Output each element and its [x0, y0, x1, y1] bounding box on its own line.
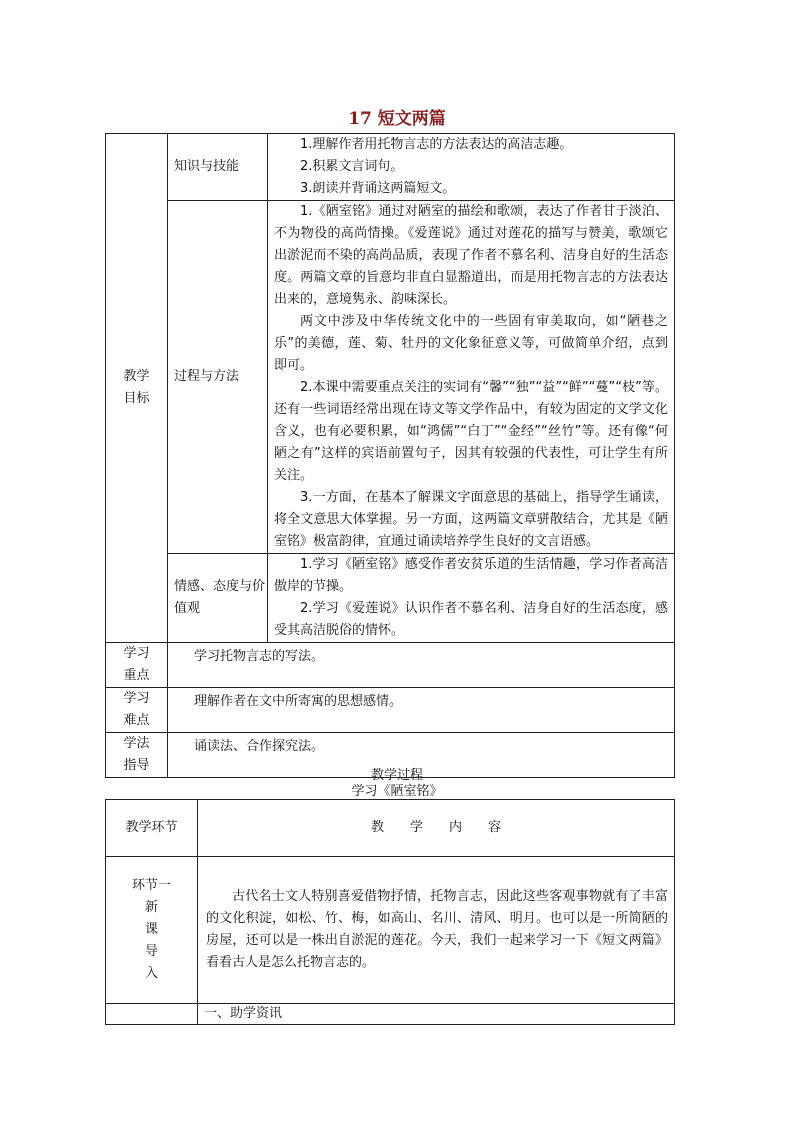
difficulties-text: 理解作者在文中所寄寓的思想感情。 [168, 688, 675, 733]
stage-label: 环节一 新 课 导 入 [106, 857, 198, 1004]
stage-content [198, 857, 675, 1004]
process-para: 两文中涉及中华传统文化中的一些固有审美取向，如“陋巷之乐”的美德，莲、菊、牡丹的文化象征意义等，可做简单介绍，点到即可。 [274, 314, 668, 373]
objectives-label: 教学 目标 [106, 134, 168, 643]
process-para: 2.本课中需要重点关注的实词有“馨”“独”“益”“鲜”“蔓”“枝”等。还有一些词语经常出现在诗文等文学作品中，有较为固定的文学文化含义，也有必要积累，如“鸿儒”“白丁”“金经”“丝竹”等。还有像“何陋之有”这样的宾语前置句子，因其有较强的代表性，可让学生有所关注。 [274, 380, 668, 483]
knowledge-label: 知识与技能 [168, 134, 268, 201]
objectives-table [105, 133, 675, 778]
lesson-heading: 学习《陋室铭》 [351, 784, 443, 799]
emotion-label: 情感、态度与价值观 [168, 554, 268, 643]
empty-stage-cell [106, 1004, 198, 1025]
difficulties-label: 学习 难点 [106, 688, 168, 733]
process-heading: 教学过程 [370, 768, 423, 783]
stage-col-header: 教学环节 [106, 800, 198, 857]
process-table [105, 799, 675, 1025]
page-title: 17 短文两篇 [348, 109, 446, 129]
stage-text: 古代名士文人特别喜爱借物抒情，托物言志，因此这些客观事物就有了丰富的文化积淀，如松、竹、梅，如高山、名川、清风、明月。也可以是一所简陋的房屋，还可以是一株出自淤泥的莲花。今天，我们一起来学习一下《短文两篇》看看古人是怎么托物言志的。 [206, 889, 668, 970]
method-text: 诵读法、合作探究法。 [168, 733, 675, 778]
emotion-content [268, 554, 675, 643]
emotion-item: 1.学习《陋室铭》感受作者安贫乐道的生活情趣，学习作者高洁傲岸的节操。 [274, 557, 668, 594]
knowledge-item: 3.朗读并背诵这两篇短文。 [300, 181, 456, 196]
next-item: 一、助学资讯 [198, 1004, 675, 1025]
knowledge-item: 1.理解作者用托物言志的方法表达的高洁志趣。 [300, 137, 573, 152]
process-content [268, 201, 675, 554]
knowledge-item: 2.积累文言词句。 [300, 159, 404, 174]
key-points-text: 学习托物言志的写法。 [168, 643, 675, 688]
process-para: 1.《陋室铭》通过对陋室的描绘和歌颂，表达了作者甘于淡泊、不为物役的高尚情操。《爱莲说》通过对莲花的描写与赞美，歌颂它出淤泥而不染的高尚品质，表现了作者不慕名利、洁身自好的生活态度。两篇文章的旨意均非直白显豁道出，而是用托物言志的方法表达出来的，意境隽永、韵味深长。 [274, 204, 668, 307]
process-label: 过程与方法 [168, 201, 268, 554]
process-para: 3.一方面，在基本了解课文字面意思的基础上，指导学生诵读，将全文意思大体掌握。另一方面，这两篇文章骈散结合，尤其是《陋室铭》极富韵律，宜通过诵读培养学生良好的文言语感。 [274, 490, 668, 549]
knowledge-content [268, 134, 675, 201]
key-points-label: 学习 重点 [106, 643, 168, 688]
method-label: 学法 指导 [106, 733, 168, 778]
emotion-item: 2.学习《爱莲说》认识作者不慕名利、洁身自好的生活态度，感受其高洁脱俗的情怀。 [274, 601, 668, 638]
content-col-header: 教 学 内 容 [198, 800, 675, 857]
